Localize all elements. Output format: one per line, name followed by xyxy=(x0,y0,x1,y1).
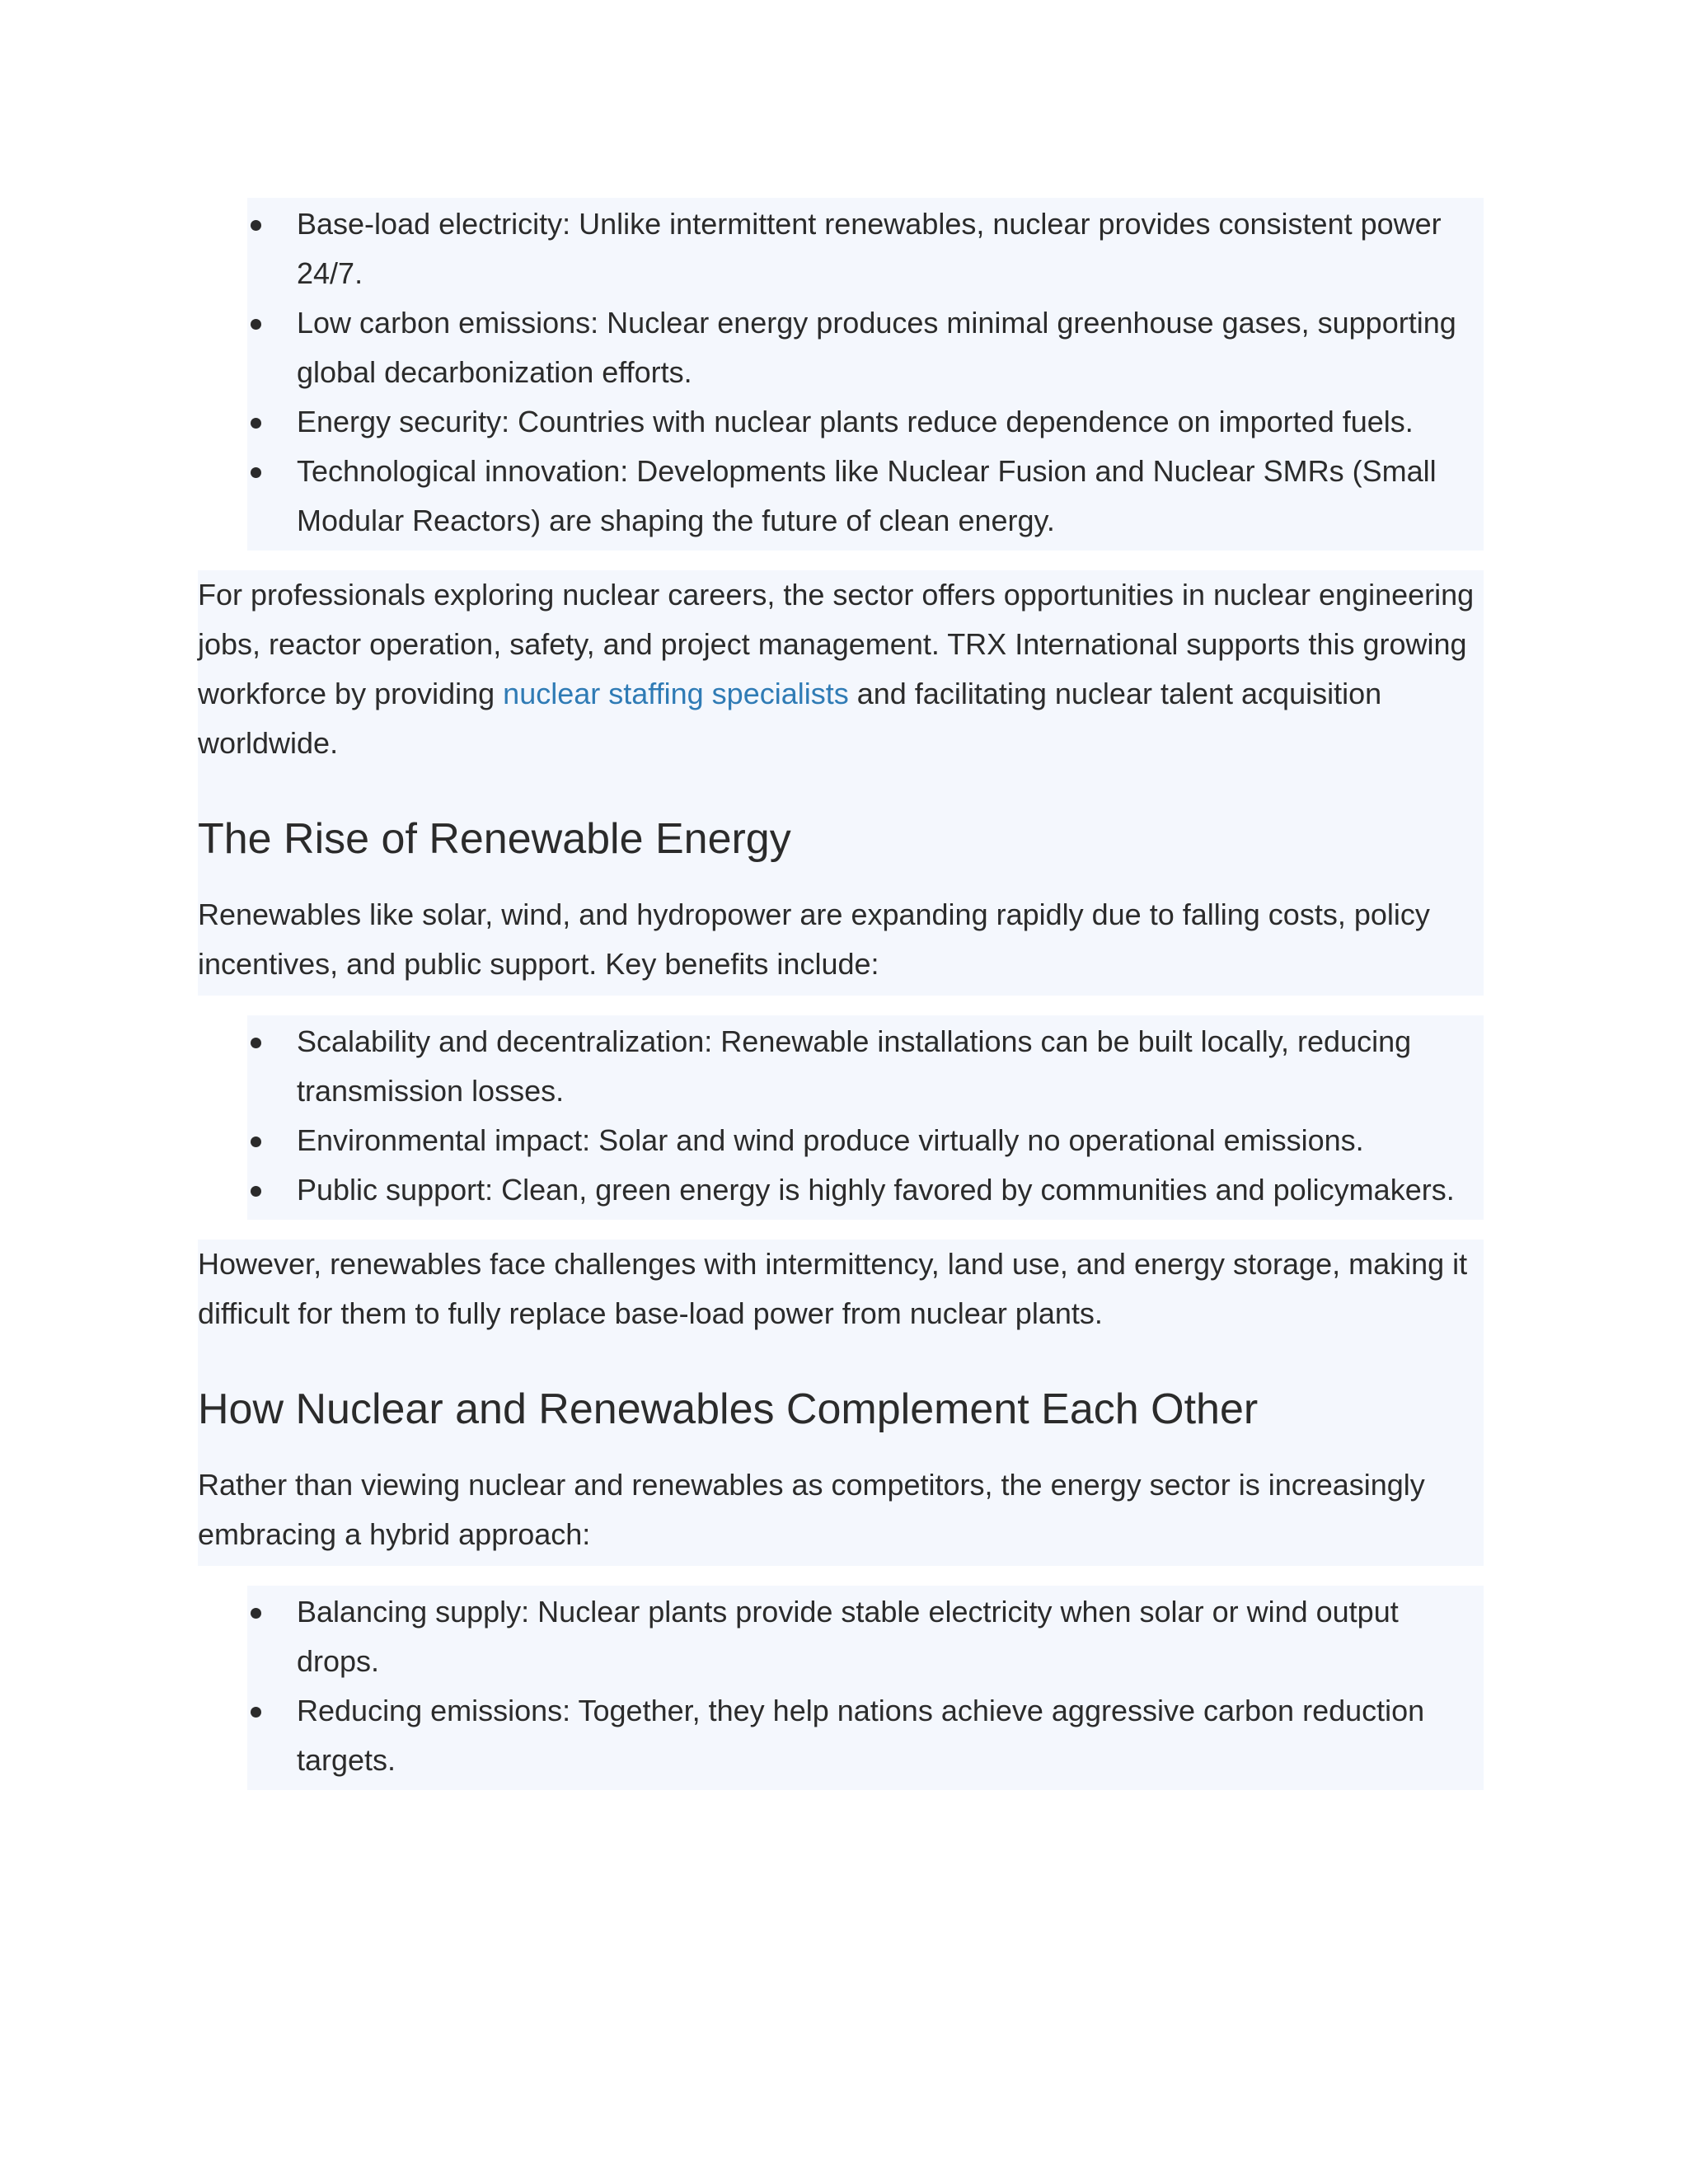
list-item: Reducing emissions: Together, they help nations achieve aggressive carbon reduction targets. xyxy=(247,1686,1484,1785)
careers-paragraph xyxy=(198,570,1484,768)
renewables-intro: Renewables like solar, wind, and hydropower are expanding rapidly due to falling costs, policy incentives, and public support. Key benefits include: xyxy=(198,898,1430,981)
renewables-challenges: However, renewables face challenges with intermittency, land use, and energy storage, making it difficult for them to fully replace base-load power from nuclear plants. xyxy=(198,1247,1468,1330)
list-item: Scalability and decentralization: Renewable installations can be built locally, reducing transmission losses. xyxy=(247,1017,1484,1116)
complement-heading: How Nuclear and Renewables Complement Each Other xyxy=(198,1385,1259,1433)
list-item: Energy security: Countries with nuclear plants reduce dependence on imported fuels. xyxy=(247,397,1484,447)
nuclear-staffing-specialists-link[interactable]: nuclear staffing specialists xyxy=(503,677,849,710)
careers-text-after-link: and facilitating nuclear talent acquisition worldwide. xyxy=(198,677,1382,760)
careers-text-before-link: For professionals exploring nuclear careers, the sector offers opportunities in nuclear engineering jobs, reactor operation, safety, and project management. TRX International supports this growing workforce by providing xyxy=(198,578,1475,710)
list-item: Low carbon emissions: Nuclear energy produces minimal greenhouse gases, supporting global decarbonization efforts. xyxy=(247,298,1484,397)
article-body xyxy=(198,198,1484,1810)
renewables-section xyxy=(198,570,1484,996)
list-item: Base-load electricity: Unlike intermittent renewables, nuclear provides consistent power 24/7. xyxy=(247,199,1484,298)
complement-section xyxy=(198,1240,1484,1566)
complement-intro: Rather than viewing nuclear and renewables as competitors, the energy sector is increasingly embracing a hybrid approach: xyxy=(198,1468,1425,1551)
renewables-benefits-list xyxy=(247,1015,1484,1220)
complement-points-list xyxy=(247,1586,1484,1790)
list-item: Balancing supply: Nuclear plants provide stable electricity when solar or wind output drops. xyxy=(247,1587,1484,1686)
renewables-heading: The Rise of Renewable Energy xyxy=(198,815,791,863)
nuclear-benefits-list xyxy=(247,198,1484,551)
list-item: Technological innovation: Developments like Nuclear Fusion and Nuclear SMRs (Small Modular Reactors) are shaping the future of clean energy. xyxy=(247,447,1484,546)
list-item: Public support: Clean, green energy is highly favored by communities and policymakers. xyxy=(247,1165,1484,1215)
list-item: Environmental impact: Solar and wind produce virtually no operational emissions. xyxy=(247,1116,1484,1165)
